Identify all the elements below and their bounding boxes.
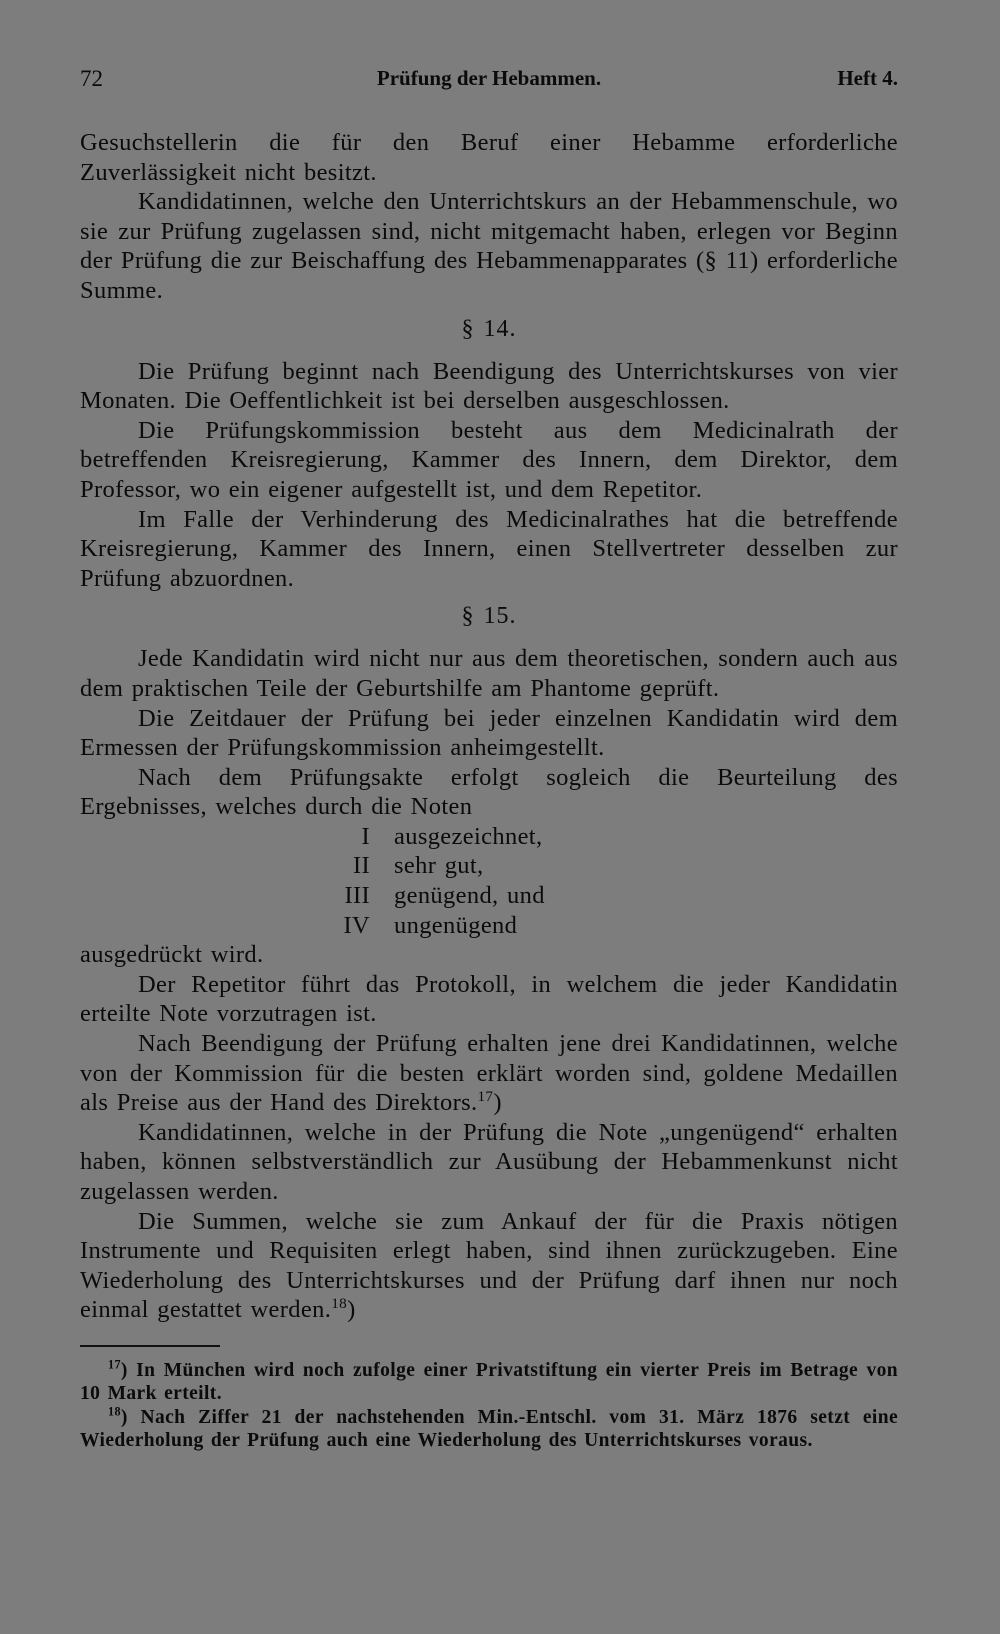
paragraph: Die Zeitdauer der Prüfung bei jeder einzelnen Kandidatin wird dem Ermessen der Prüfungskommission anheimgestellt.: [80, 704, 898, 762]
paragraph-continuation: Gesuchstellerin die für den Beruf einer Hebamme erforderliche Zuverlässigkeit nicht besitzt.: [80, 129, 898, 186]
grade-description: ausgezeichnet,: [394, 822, 543, 850]
grade-row: [80, 851, 898, 881]
footnote-reference[interactable]: 18: [331, 1295, 348, 1313]
paragraph: [80, 1029, 898, 1118]
footnote-reference[interactable]: 17: [477, 1088, 494, 1106]
running-head: [80, 66, 898, 102]
paragraph-continuation: ausgedrückt wird.: [80, 941, 264, 969]
paragraph: Kandidatinnen, welche den Unterrichtskurs an der Hebammenschule, wo sie zur Prüfung zugelassen sind, nicht mitgemacht haben, erlegen vor Beginn der Prüfung die zur Beischaffung des Hebammenapparates (§ 11) erforderliche Summe.: [80, 188, 898, 304]
grade-description: genügend, und: [394, 882, 545, 910]
page-number: 72: [80, 66, 103, 91]
paragraph: Kandidatinnen, welche in der Prüfung die Note „ungenügend“ erhalten haben, können selbstverständlich zur Ausübung der Hebammenkunst nicht zugelassen werden.: [80, 1118, 898, 1205]
paragraph: Jede Kandidatin wird nicht nur aus dem theoretischen, sondern auch aus dem praktischen Teile der Geburtshilfe am Phantome geprüft.: [80, 645, 898, 702]
paragraph: Die Prüfungskommission besteht aus dem Medicinalrath der betreffenden Kreisregierung, Kammer des Innern, dem Direktor, dem Professor, wo ein eigener aufgestellt ist, und dem Repetitor.: [80, 416, 898, 503]
paragraph: Der Repetitor führt das Protokoll, in welchem die jeder Kandidatin erteilte Note vorzutragen ist.: [80, 970, 898, 1028]
footnote-mark: 17: [108, 1357, 121, 1372]
footnote-paren: ): [493, 1089, 502, 1117]
grade-row: [80, 911, 898, 941]
issue-label: Heft 4.: [837, 66, 898, 90]
footnote: [80, 1406, 898, 1453]
grade-row: [80, 881, 898, 911]
paragraph: Im Falle der Verhinderung des Medicinalrathes hat die betreffende Kreisregierung, Kammer des Innern, einen Stellvertreter desselben zur Prüfung abzuordnen.: [80, 505, 898, 592]
grade-row: [80, 822, 898, 852]
paragraph: Nach dem Prüfungsakte erfolgt sogleich die Beurteilung des Ergebnisses, welches durch die Noten: [80, 763, 898, 821]
footnote-mark: 18: [108, 1404, 121, 1419]
footnote-text: ) In München wird noch zufolge einer Privatstiftung ein vierter Preis im Betrage von 10 Mark erteilt.: [80, 1359, 898, 1405]
footnotes: [80, 1359, 898, 1453]
section-heading-15: § 15.: [461, 603, 517, 630]
grade-numeral: IV: [343, 911, 370, 939]
footnote-paren: ): [347, 1296, 356, 1324]
paragraph: [80, 1207, 898, 1325]
grade-numeral: III: [344, 882, 370, 910]
grade-list: [80, 822, 898, 940]
paragraph-text: Nach Beendigung der Prüfung erhalten jene drei Kandidatinnen, welche von der Kommission für die besten erklärt worden sind, goldene Medaillen als Preise aus der Hand des Direktors.: [80, 1030, 898, 1117]
section-heading-14: § 14.: [461, 315, 517, 342]
paragraph: Die Prüfung beginnt nach Beendigung des Unterrichtskurses von vier Monaten. Die Oeffentlichkeit ist bei derselben ausgeschlossen.: [80, 357, 898, 415]
grade-numeral: II: [352, 852, 370, 880]
grade-numeral: I: [361, 822, 370, 850]
running-title: Prüfung der Hebammen.: [376, 66, 602, 90]
paragraph-text: Die Summen, welche sie zum Ankauf der für die Praxis nötigen Instrumente und Requisiten erlegt haben, sind ihnen zurückzugeben. Eine Wiederholung des Unterrichtskurses und der Prüfung darf ihnen nur noch einmal gestattet werden.: [80, 1207, 898, 1324]
footnote-text: ) Nach Ziffer 21 der nachstehenden Min.-Entschl. vom 31. März 1876 setzt eine Wiederholung der Prüfung auch eine Wiederholung des Unterrichtskurses voraus.: [80, 1406, 898, 1452]
footnote: [80, 1359, 898, 1406]
footnote-divider: [80, 1345, 220, 1347]
grade-description: ungenügend: [394, 911, 518, 939]
body-text: [80, 128, 898, 1325]
grade-description: sehr gut,: [394, 852, 484, 880]
